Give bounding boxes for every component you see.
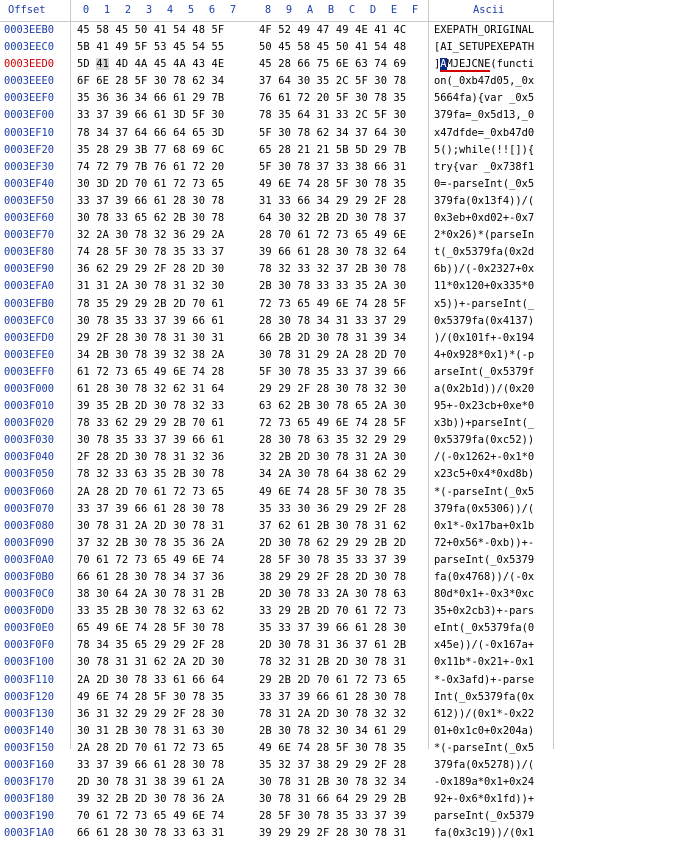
row-offset: 0003EED0 bbox=[4, 58, 55, 71]
hex-bytes-left[interactable]: 30 31 2B 30 78 31 63 30 bbox=[77, 724, 225, 737]
row-offset: 0003F0E0 bbox=[4, 622, 55, 635]
hex-row[interactable] bbox=[0, 142, 553, 159]
nibble-header-6: 6 bbox=[208, 4, 216, 16]
ascii-text[interactable]: 612))/(0x1*-0x22 bbox=[434, 707, 535, 720]
row-offset: 0003EF10 bbox=[4, 126, 55, 139]
hex-bytes-left[interactable] bbox=[77, 56, 224, 73]
hex-bytes-right[interactable]: 2D 30 78 33 2A 30 78 63 bbox=[259, 588, 407, 601]
hex-bytes-right[interactable]: 2B 30 78 33 33 35 2A 30 bbox=[259, 280, 407, 293]
ascii-text[interactable]: eInt(_0x5379fa(0 bbox=[434, 622, 535, 635]
hex-byte[interactable]: 4D bbox=[115, 58, 129, 71]
hex-row[interactable] bbox=[0, 518, 553, 535]
nibble-header-F: F bbox=[411, 4, 419, 16]
hex-bytes-left[interactable]: 45 58 45 50 41 54 48 5F bbox=[77, 24, 225, 36]
hex-row[interactable] bbox=[0, 56, 553, 73]
ascii-text[interactable]: x45e))/(-0x167a+ bbox=[434, 639, 535, 652]
hex-row[interactable] bbox=[0, 227, 553, 244]
hex-bytes-left[interactable]: 2A 2D 30 78 33 61 66 64 bbox=[77, 673, 225, 686]
ascii-text[interactable]: 72+0x56*-0xb))+- bbox=[434, 536, 535, 549]
hex-bytes-right[interactable]: 50 45 58 45 50 41 54 48 bbox=[259, 41, 407, 54]
ascii-text[interactable]: 0=-parseInt(_0x5 bbox=[434, 177, 535, 190]
row-offset: 0003F0C0 bbox=[4, 588, 55, 601]
row-offset: 0003EF00 bbox=[4, 109, 55, 122]
hex-bytes-left[interactable]: 35 28 29 3B 77 68 69 6C bbox=[77, 143, 225, 156]
hex-row[interactable] bbox=[0, 125, 553, 142]
ascii-text[interactable]: [AI_SETUPEXEPATH bbox=[434, 41, 535, 54]
hex-bytes-left[interactable]: 49 6E 74 28 5F 30 78 35 bbox=[77, 690, 225, 703]
hex-bytes-left[interactable]: 33 37 39 66 61 28 30 78 bbox=[77, 194, 225, 207]
hex-row[interactable] bbox=[0, 364, 553, 381]
hex-bytes-left[interactable]: 70 61 72 73 65 49 6E 74 bbox=[77, 810, 225, 823]
ascii-text[interactable]: on(_0xb47d05,_0x bbox=[434, 75, 535, 88]
hex-row[interactable] bbox=[0, 740, 553, 757]
ascii-text[interactable]: 35+0x2cb3)+-pars bbox=[434, 605, 535, 618]
row-offset: 0003F120 bbox=[4, 690, 55, 703]
hex-bytes-right[interactable]: 78 32 31 2B 2D 30 78 31 bbox=[259, 656, 407, 669]
hex-bytes-right[interactable]: 35 33 37 39 66 61 28 30 bbox=[259, 622, 407, 635]
hex-bytes-right[interactable]: 32 2B 2D 30 78 31 2A 30 bbox=[259, 451, 407, 464]
hex-bytes-right[interactable]: 5F 30 78 35 33 37 39 66 bbox=[259, 365, 407, 378]
hex-row[interactable] bbox=[0, 535, 553, 552]
hex-bytes-right[interactable]: 72 73 65 49 6E 74 28 5F bbox=[259, 297, 407, 310]
hex-bytes-right[interactable]: 2D 30 78 31 36 37 61 2B bbox=[259, 639, 407, 652]
hex-bytes-right[interactable]: 28 5F 30 78 35 33 37 39 bbox=[259, 810, 407, 823]
ascii-text[interactable]: 11*0x120+0x335*0 bbox=[434, 280, 535, 293]
hex-byte[interactable]: 5D bbox=[77, 58, 90, 71]
hex-byte[interactable]: 4A bbox=[134, 58, 148, 71]
hex-row[interactable] bbox=[0, 689, 553, 706]
row-offset: 0003EFB0 bbox=[4, 297, 55, 310]
hex-row[interactable] bbox=[0, 501, 553, 518]
hex-bytes-left[interactable]: 39 32 2B 2D 30 78 36 2A bbox=[77, 793, 225, 806]
row-offset: 0003EF90 bbox=[4, 263, 55, 276]
ascii-underlined-text: MJEJCNE bbox=[446, 58, 491, 71]
hex-bytes-left[interactable]: 36 62 29 29 2F 28 2D 30 bbox=[77, 263, 225, 276]
hex-bytes-left[interactable]: 32 2A 30 78 32 36 29 2A bbox=[77, 229, 225, 242]
ascii-text[interactable]: 92+-0x6*0x1fd))+ bbox=[434, 793, 535, 806]
hex-bytes-right[interactable]: 5F 30 78 62 34 37 64 30 bbox=[259, 126, 407, 139]
ascii-text[interactable]: *-0x3afd)+-parse bbox=[434, 673, 535, 686]
ascii-text[interactable]: 2*0x26)*(parseIn bbox=[434, 229, 535, 242]
row-offset: 0003F170 bbox=[4, 776, 55, 789]
row-offset: 0003F010 bbox=[4, 400, 55, 413]
hex-bytes-left[interactable]: 30 78 33 65 62 2B 30 78 bbox=[77, 212, 225, 225]
ascii-text[interactable]: 4+0x928*0x1)*(-p bbox=[434, 348, 535, 361]
hex-row[interactable] bbox=[0, 210, 553, 227]
hex-bytes-left[interactable]: 33 37 39 66 61 28 30 78 bbox=[77, 502, 225, 515]
hex-bytes-right[interactable]: 78 35 64 31 33 2C 5F 30 bbox=[259, 109, 407, 122]
row-offset: 0003EFE0 bbox=[4, 348, 55, 361]
nibble-header-9: 9 bbox=[285, 4, 293, 16]
hex-row[interactable] bbox=[0, 398, 553, 415]
row-offset: 0003EF30 bbox=[4, 160, 55, 173]
hex-row[interactable] bbox=[0, 449, 553, 466]
row-offset: 0003F0D0 bbox=[4, 605, 55, 618]
row-offset: 0003F030 bbox=[4, 434, 55, 447]
hex-byte[interactable]: 45 bbox=[153, 58, 167, 71]
row-offset: 0003F060 bbox=[4, 485, 55, 498]
hex-row[interactable] bbox=[0, 347, 553, 364]
hex-row[interactable] bbox=[0, 637, 553, 654]
nibble-header-A: A bbox=[306, 4, 314, 16]
hex-bytes-left[interactable]: 36 31 32 29 29 2F 28 30 bbox=[77, 707, 225, 720]
nibble-header-B: B bbox=[327, 4, 335, 16]
nibble-header-1: 1 bbox=[103, 4, 111, 16]
ascii-cursor[interactable]: A bbox=[440, 58, 447, 71]
nibble-header-4: 4 bbox=[166, 4, 174, 16]
hex-row[interactable] bbox=[0, 569, 553, 586]
hex-bytes-right[interactable]: 30 78 31 29 2A 28 2D 70 bbox=[259, 348, 407, 361]
ascii-text[interactable]: ]AMJEJCNE(functi bbox=[434, 58, 535, 71]
hex-bytes-left[interactable]: 78 35 29 29 2B 2D 70 61 bbox=[77, 297, 225, 310]
hex-bytes-left[interactable]: 2D 30 78 31 38 39 61 2A bbox=[77, 776, 225, 789]
ascii-text[interactable]: x5))+-parseInt(_ bbox=[434, 297, 535, 310]
hex-bytes-right[interactable]: 64 30 32 2B 2D 30 78 37 bbox=[259, 212, 407, 225]
hex-bytes-left[interactable]: 74 72 79 7B 76 61 72 20 bbox=[77, 160, 225, 173]
hex-bytes-left[interactable]: 61 72 73 65 49 6E 74 28 bbox=[77, 365, 225, 378]
ascii-text[interactable]: x47dfde=_0xb47d0 bbox=[434, 126, 535, 139]
hex-bytes-right[interactable]: 63 62 2B 30 78 65 2A 30 bbox=[259, 400, 407, 413]
ascii-text[interactable]: )/(0x101f+-0x194 bbox=[434, 331, 535, 344]
ascii-text[interactable]: parseInt(_0x5379 bbox=[434, 810, 535, 823]
row-offset: 0003EF80 bbox=[4, 246, 55, 259]
hex-bytes-left[interactable]: 39 35 2B 2D 30 78 32 33 bbox=[77, 400, 225, 413]
hex-bytes-left[interactable]: 30 78 35 33 37 39 66 61 bbox=[77, 314, 225, 327]
nibble-header-E: E bbox=[390, 4, 398, 16]
ascii-text[interactable]: *(-parseInt(_0x5 bbox=[434, 485, 535, 498]
row-offset: 0003EF70 bbox=[4, 229, 55, 242]
ascii-text[interactable]: /(-0x1262+-0x1*0 bbox=[434, 451, 535, 464]
hex-bytes-right[interactable]: 49 6E 74 28 5F 30 78 35 bbox=[259, 177, 407, 190]
hex-bytes-left[interactable]: 78 34 37 64 66 64 65 3D bbox=[77, 126, 225, 139]
hex-row[interactable] bbox=[0, 159, 553, 176]
hex-row[interactable] bbox=[0, 381, 553, 398]
ascii-text[interactable]: -0x189a*0x1+0x24 bbox=[434, 776, 535, 789]
row-offset: 0003F070 bbox=[4, 502, 55, 515]
ascii-text[interactable]: 379fa(0x5278))/( bbox=[434, 759, 535, 772]
hex-bytes-left[interactable]: 38 30 64 2A 30 78 31 2B bbox=[77, 588, 225, 601]
row-offset: 0003F180 bbox=[4, 793, 55, 806]
offset-header: Offset bbox=[8, 4, 46, 16]
hex-bytes-right[interactable]: 49 6E 74 28 5F 30 78 35 bbox=[259, 741, 407, 754]
nibble-header-C: C bbox=[348, 4, 356, 16]
hex-row[interactable] bbox=[0, 313, 553, 330]
row-offset: 0003EEB0 bbox=[4, 24, 55, 36]
hex-bytes-left[interactable]: 74 28 5F 30 78 35 33 37 bbox=[77, 246, 225, 259]
hex-bytes-right[interactable]: 33 29 2B 2D 70 61 72 73 bbox=[259, 605, 407, 618]
hex-bytes-right[interactable]: 38 29 29 2F 28 2D 30 78 bbox=[259, 571, 407, 583]
row-offset: 0003F100 bbox=[4, 656, 55, 669]
hex-bytes-right[interactable]: 45 28 66 75 6E 63 74 69 bbox=[259, 58, 407, 71]
hex-row[interactable] bbox=[0, 620, 553, 637]
hex-bytes-right[interactable]: 39 66 61 28 30 78 32 64 bbox=[259, 246, 407, 259]
row-offset: 0003EEE0 bbox=[4, 75, 55, 88]
hex-bytes-left[interactable]: 33 35 2B 30 78 32 63 62 bbox=[77, 605, 225, 618]
hex-row[interactable] bbox=[0, 466, 553, 483]
row-offset: 0003F0F0 bbox=[4, 639, 55, 652]
selected-byte[interactable]: 41 bbox=[96, 58, 110, 71]
hex-bytes-left[interactable]: 30 3D 2D 70 61 72 73 65 bbox=[77, 177, 225, 190]
hex-byte[interactable]: 4A bbox=[173, 58, 186, 71]
row-offset: 0003F130 bbox=[4, 707, 55, 720]
hex-bytes-left[interactable]: 37 32 2B 30 78 35 36 2A bbox=[77, 536, 225, 549]
hex-bytes-right[interactable]: 37 62 61 2B 30 78 31 62 bbox=[259, 519, 407, 532]
hex-rows[interactable] bbox=[0, 22, 553, 843]
hex-bytes-right[interactable]: 72 73 65 49 6E 74 28 5F bbox=[259, 417, 407, 430]
hex-row[interactable] bbox=[0, 90, 553, 107]
row-offset: 0003F090 bbox=[4, 536, 55, 549]
row-offset: 0003EF50 bbox=[4, 194, 55, 207]
hex-row[interactable] bbox=[0, 603, 553, 620]
ascii-text[interactable]: 80d*0x1+-0x3*0xc bbox=[434, 588, 535, 601]
hex-bytes-right[interactable]: 30 78 31 2B 30 78 32 34 bbox=[259, 776, 407, 789]
row-offset: 0003EFD0 bbox=[4, 331, 55, 344]
hex-row[interactable] bbox=[0, 244, 553, 261]
hex-bytes-left[interactable]: 78 32 33 63 35 2B 30 78 bbox=[77, 468, 225, 481]
row-offset: 0003F150 bbox=[4, 741, 55, 754]
hex-bytes-right[interactable]: 28 70 61 72 73 65 49 6E bbox=[259, 229, 407, 242]
hex-bytes-left[interactable]: 31 31 2A 30 78 31 32 30 bbox=[77, 280, 225, 293]
hex-bytes-left[interactable]: 5B 41 49 5F 53 45 54 55 bbox=[77, 41, 225, 54]
hex-bytes-right[interactable]: 28 5F 30 78 35 33 37 39 bbox=[259, 553, 407, 566]
hex-row[interactable] bbox=[0, 73, 553, 90]
ascii-text[interactable]: 379fa(0x5306))/( bbox=[434, 502, 535, 515]
row-offset: 0003F110 bbox=[4, 673, 55, 686]
ascii-text[interactable]: 01+0x1c0+0x204a) bbox=[434, 724, 535, 737]
ascii-text[interactable]: 379fa=_0x5d13,_0 bbox=[434, 109, 535, 122]
hex-bytes-right[interactable]: 31 33 66 34 29 29 2F 28 bbox=[259, 194, 407, 207]
hex-row[interactable] bbox=[0, 484, 553, 501]
nibble-header-5: 5 bbox=[187, 4, 195, 16]
hex-bytes-left[interactable]: 66 61 28 30 78 33 63 31 bbox=[77, 827, 225, 840]
hex-bytes-left[interactable]: 33 37 39 66 61 28 30 78 bbox=[77, 759, 225, 772]
hex-bytes-right[interactable]: 76 61 72 20 5F 30 78 35 bbox=[259, 92, 407, 105]
row-offset: 0003EEC0 bbox=[4, 41, 55, 54]
hex-row[interactable] bbox=[0, 22, 553, 39]
hex-row[interactable] bbox=[0, 757, 553, 774]
hex-row[interactable] bbox=[0, 552, 553, 569]
ascii-text[interactable]: x23c5+0x4*0xd8b) bbox=[434, 468, 535, 481]
hex-bytes-right[interactable]: 39 29 29 2F 28 30 78 31 bbox=[259, 827, 407, 840]
row-offset: 0003F0B0 bbox=[4, 571, 55, 583]
ascii-text[interactable]: 379fa(0x13f4))/( bbox=[434, 194, 535, 207]
hex-bytes-right[interactable]: 2D 30 78 62 29 29 2B 2D bbox=[259, 536, 407, 549]
column-header bbox=[0, 0, 553, 22]
ascii-text[interactable]: a(0x2b1d))/(0x20 bbox=[434, 382, 535, 395]
ascii-text[interactable]: 5664fa){var _0x5 bbox=[434, 92, 535, 105]
hex-bytes-right[interactable]: 33 37 39 66 61 28 30 78 bbox=[259, 690, 407, 703]
row-offset: 0003EF60 bbox=[4, 212, 55, 225]
row-offset: 0003EEF0 bbox=[4, 92, 55, 105]
hex-row[interactable] bbox=[0, 176, 553, 193]
ascii-text[interactable]: 0x3eb+0xd02+-0x7 bbox=[434, 212, 535, 225]
hex-bytes-right[interactable]: 29 2B 2D 70 61 72 73 65 bbox=[259, 673, 407, 686]
ascii-text[interactable]: EXEPATH_ORIGINAL bbox=[434, 24, 535, 36]
hex-row[interactable] bbox=[0, 330, 553, 347]
row-offset: 0003F140 bbox=[4, 724, 55, 737]
hex-bytes-left[interactable]: 70 61 72 73 65 49 6E 74 bbox=[77, 553, 225, 566]
row-offset: 0003F1A0 bbox=[4, 827, 55, 840]
hex-byte[interactable]: 43 bbox=[192, 58, 206, 71]
hex-row[interactable] bbox=[0, 107, 553, 124]
hex-bytes-left[interactable]: 2F 28 2D 30 78 31 32 36 bbox=[77, 451, 225, 464]
ascii-text[interactable]: 0x11b*-0x21+-0x1 bbox=[434, 656, 535, 669]
hex-row[interactable] bbox=[0, 825, 553, 842]
row-offset: 0003F0A0 bbox=[4, 553, 55, 566]
ascii-text[interactable]: t(_0x5379fa(0x2d bbox=[434, 246, 535, 259]
ascii-text[interactable]: Int(_0x5379fa(0x bbox=[434, 690, 535, 703]
hex-bytes-left[interactable]: 78 33 62 29 29 2B 70 61 bbox=[77, 417, 225, 430]
row-offset: 0003F020 bbox=[4, 417, 55, 430]
ascii-text[interactable]: fa(0x3c19))/(0x1 bbox=[434, 827, 535, 840]
hex-bytes-left[interactable]: 61 28 30 78 32 62 31 64 bbox=[77, 382, 225, 395]
ascii-text[interactable]: parseInt(_0x5379 bbox=[434, 553, 535, 566]
ascii-text[interactable]: *(-parseInt(_0x5 bbox=[434, 741, 535, 754]
hex-byte[interactable]: 4E bbox=[211, 58, 225, 71]
hex-bytes-left[interactable]: 78 34 35 65 29 29 2F 28 bbox=[77, 639, 225, 652]
hex-bytes-right[interactable]: 28 30 78 34 31 33 37 29 bbox=[259, 314, 407, 327]
nibble-header-2: 2 bbox=[124, 4, 132, 16]
ascii-text[interactable]: fa(0x4768))/(-0x bbox=[434, 571, 535, 583]
ascii-text[interactable]: try{var _0x738f1 bbox=[434, 160, 535, 173]
hex-row[interactable] bbox=[0, 278, 553, 295]
row-offset: 0003F160 bbox=[4, 759, 55, 772]
row-offset: 0003EF20 bbox=[4, 143, 55, 156]
nibble-header-7: 7 bbox=[229, 4, 237, 16]
nibble-header-D: D bbox=[369, 4, 377, 16]
hex-bytes-right[interactable]: 37 64 30 35 2C 5F 30 78 bbox=[259, 75, 407, 88]
hex-bytes-left[interactable]: 30 78 31 2A 2D 30 78 31 bbox=[77, 519, 225, 532]
hex-bytes-left[interactable]: 29 2F 28 30 78 31 30 31 bbox=[77, 331, 225, 344]
row-offset: 0003F000 bbox=[4, 382, 55, 395]
ascii-text[interactable]: 5();while(!![]){ bbox=[434, 143, 535, 156]
hex-bytes-right[interactable]: 28 30 78 63 35 32 29 29 bbox=[259, 434, 407, 447]
row-offset: 0003F040 bbox=[4, 451, 55, 464]
divider-right bbox=[553, 0, 554, 749]
hex-row[interactable] bbox=[0, 672, 553, 689]
hex-bytes-left[interactable]: 65 49 6E 74 28 5F 30 78 bbox=[77, 622, 225, 635]
hex-bytes-right[interactable]: 49 6E 74 28 5F 30 78 35 bbox=[259, 485, 407, 498]
hex-bytes-left[interactable]: 30 78 35 33 37 39 66 61 bbox=[77, 434, 225, 447]
hex-bytes-right[interactable]: 35 33 30 36 29 29 2F 28 bbox=[259, 502, 407, 515]
hex-row[interactable] bbox=[0, 586, 553, 603]
hex-bytes-right[interactable]: 78 32 33 32 37 2B 30 78 bbox=[259, 263, 407, 276]
hex-row[interactable] bbox=[0, 723, 553, 740]
row-offset: 0003EFC0 bbox=[4, 314, 55, 327]
row-offset: 0003F190 bbox=[4, 810, 55, 823]
hex-bytes-right[interactable]: 78 31 2A 2D 30 78 32 32 bbox=[259, 707, 407, 720]
ascii-text[interactable]: 95+-0x23cb+0xe*0 bbox=[434, 400, 535, 413]
ascii-text[interactable]: arseInt(_0x5379f bbox=[434, 365, 535, 378]
hex-row[interactable] bbox=[0, 706, 553, 723]
hex-bytes-right[interactable]: 4F 52 49 47 49 4E 41 4C bbox=[259, 24, 407, 36]
ascii-text[interactable]: 0x5379fa(0xc52)) bbox=[434, 434, 535, 447]
hex-bytes-right[interactable]: 35 32 37 38 29 29 2F 28 bbox=[259, 759, 407, 772]
ascii-text[interactable]: 0x1*-0x17ba+0x1b bbox=[434, 519, 535, 532]
hex-bytes-left[interactable]: 2A 28 2D 70 61 72 73 65 bbox=[77, 485, 225, 498]
hex-row[interactable] bbox=[0, 193, 553, 210]
hex-row[interactable] bbox=[0, 296, 553, 313]
hex-bytes-left[interactable]: 2A 28 2D 70 61 72 73 65 bbox=[77, 741, 225, 754]
ascii-text[interactable]: x3b))+parseInt(_ bbox=[434, 417, 535, 430]
hex-bytes-right[interactable]: 2B 30 78 32 30 34 61 29 bbox=[259, 724, 407, 737]
row-offset: 0003F080 bbox=[4, 519, 55, 532]
hex-row[interactable] bbox=[0, 654, 553, 671]
hex-bytes-right[interactable]: 5F 30 78 37 33 38 66 31 bbox=[259, 160, 407, 173]
hex-bytes-right[interactable]: 30 78 31 66 64 29 29 2B bbox=[259, 793, 407, 806]
row-offset: 0003EF40 bbox=[4, 177, 55, 190]
hex-row[interactable] bbox=[0, 261, 553, 278]
ascii-text[interactable]: 6b))/(-0x2327+0x bbox=[434, 263, 535, 276]
row-offset: 0003EFF0 bbox=[4, 365, 55, 378]
hex-row[interactable] bbox=[0, 432, 553, 449]
hex-row[interactable] bbox=[0, 808, 553, 825]
hex-row[interactable] bbox=[0, 415, 553, 432]
hex-bytes-right[interactable]: 29 29 2F 28 30 78 32 30 bbox=[259, 382, 407, 395]
nibble-header-8: 8 bbox=[264, 4, 272, 16]
hex-bytes-left[interactable]: 33 37 39 66 61 3D 5F 30 bbox=[77, 109, 225, 122]
nibble-header-3: 3 bbox=[145, 4, 153, 16]
ascii-text[interactable]: 0x5379fa(0x4137) bbox=[434, 314, 535, 327]
hex-bytes-right[interactable]: 34 2A 30 78 64 38 62 29 bbox=[259, 468, 407, 481]
hex-bytes-left[interactable]: 6F 6E 28 5F 30 78 62 34 bbox=[77, 75, 225, 88]
hex-row[interactable] bbox=[0, 39, 553, 56]
hex-row[interactable] bbox=[0, 791, 553, 808]
nibble-header-0: 0 bbox=[82, 4, 90, 16]
hex-bytes-left[interactable]: 35 36 36 34 66 61 29 7B bbox=[77, 92, 225, 105]
hex-bytes-right[interactable]: 65 28 21 21 5B 5D 29 7B bbox=[259, 143, 407, 156]
hex-bytes-left[interactable]: 34 2B 30 78 39 32 38 2A bbox=[77, 348, 225, 361]
row-offset: 0003EFA0 bbox=[4, 280, 55, 293]
hex-row[interactable] bbox=[0, 774, 553, 791]
hex-bytes-left[interactable]: 66 61 28 30 78 34 37 36 bbox=[77, 571, 225, 583]
hex-bytes-left[interactable]: 30 78 31 31 62 2A 2D 30 bbox=[77, 656, 225, 669]
hex-bytes-right[interactable]: 66 2B 2D 30 78 31 39 34 bbox=[259, 331, 407, 344]
ascii-header: Ascii bbox=[473, 4, 505, 16]
row-offset: 0003F050 bbox=[4, 468, 55, 481]
